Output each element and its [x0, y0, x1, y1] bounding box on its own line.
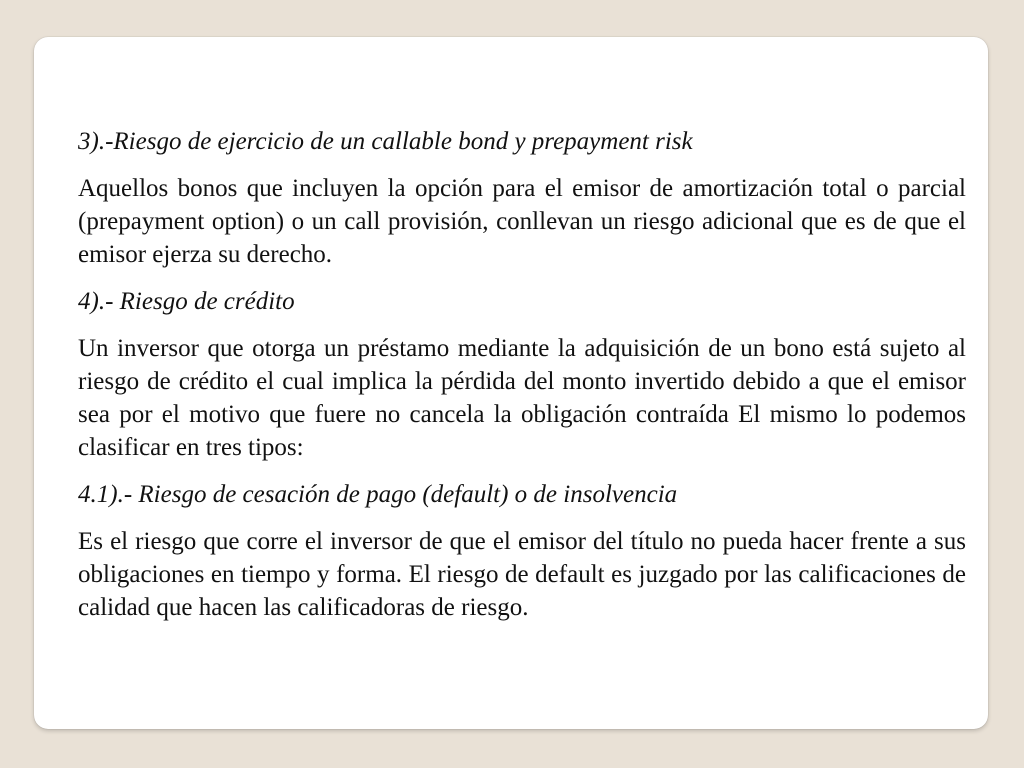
- slide-card: [34, 37, 988, 729]
- section-heading-callable-bond: 3).-Riesgo de ejercicio de un callable bond y prepayment risk: [78, 128, 693, 155]
- slide-content: [78, 125, 966, 638]
- section-body-credit-risk: Un inversor que otorga un préstamo mediante la adquisición de un bono está sujeto al riesgo de crédito el cual implica la pérdida del monto invertido debido a que el emisor sea por el motivo que fuere no cancela la obligación contraída El mismo lo podemos clasificar en tres tipos:: [78, 335, 966, 461]
- section-body-default-risk: Es el riesgo que corre el inversor de que el emisor del título no pueda hacer frente a sus obligaciones en tiempo y forma. El riesgo de default es juzgado por las calificaciones de calidad que hacen las calificadoras de riesgo.: [78, 528, 966, 621]
- section-heading-default-risk: 4.1).- Riesgo de cesación de pago (default) o de insolvencia: [78, 481, 678, 508]
- section-body-callable-bond: Aquellos bonos que incluyen la opción para el emisor de amortización total o parcial (prepayment option) o un call provisión, conllevan un riesgo adicional que es de que el emisor ejerza su derecho.: [78, 175, 966, 268]
- section-heading-credit-risk: 4).- Riesgo de crédito: [78, 288, 295, 315]
